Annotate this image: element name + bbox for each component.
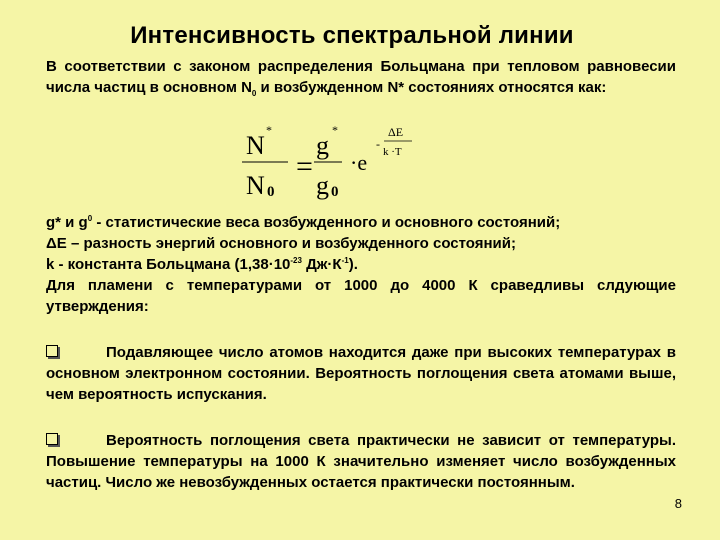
intro-text-b: и возбужденном N* состояниях относятся как: [256, 79, 607, 96]
flame-paragraph: Для пламени с температурами от 1000 до 4000 К сраведливы слдующие утверждения: [46, 277, 676, 315]
formula-g0-sub: 0 [331, 184, 339, 200]
formula-equals: = [296, 150, 313, 183]
n0-subscript: 0 [251, 89, 257, 98]
definitions-block [46, 212, 676, 275]
formula-exp-minus: - [376, 137, 380, 151]
page-number: 8 [674, 496, 682, 511]
formula-g-star-sup: * [332, 123, 338, 137]
boltzmann-formula [240, 118, 440, 208]
checkbox-bullet-icon [46, 345, 58, 357]
formula-n-star-sup: * [266, 123, 272, 137]
page-title [0, 22, 720, 50]
g0-sup: 0 [87, 214, 93, 223]
formula-exp-base: ·e [350, 150, 368, 175]
checkbox-bullet-icon [46, 433, 58, 445]
intro-paragraph [46, 56, 676, 98]
formula-g0: g [316, 171, 329, 200]
formula-exp-denominator: k ·T [383, 146, 402, 158]
bullet-1-text: Подавляющее число атомов находится даже при высоких температурах в основном электронном состоянии. Вероятность поглощения света атомами выше, чем вероятность испускания. [46, 344, 676, 403]
def-g: g* и $g^0$ - статистические веса возбужденного и основного состояний; [46, 214, 561, 231]
title-text: Интенсивность спектральной линии [130, 22, 574, 49]
formula-n0: N [246, 171, 265, 200]
bullet-item-1 [46, 342, 676, 405]
bullet-2-text: Вероятность поглощения света практически не зависит от температуры. Повышение температуры на 1000 К значительно изменяет число возбужденных частиц. Число же невозбужденных остается практически постоянным. [46, 432, 676, 491]
formula-g-star: g [316, 131, 329, 160]
formula-n-star: N [246, 131, 265, 160]
bullet-item-2 [46, 430, 676, 493]
intro-text-a: В соответствии с законом распределения Больцмана при тепловом равновесии числа частиц в основном N [46, 58, 676, 96]
def-k: k - константа Больцмана ($1,38\cdot 10^{-23}$ $Дж\cdot К^{-1}$). [46, 256, 358, 273]
formula-exp-numerator: ΔE [388, 125, 404, 139]
def-delta-e: ΔE – разность энергий основного и возбужденного состояний; [46, 235, 516, 252]
formula-n0-sub: 0 [267, 184, 275, 200]
